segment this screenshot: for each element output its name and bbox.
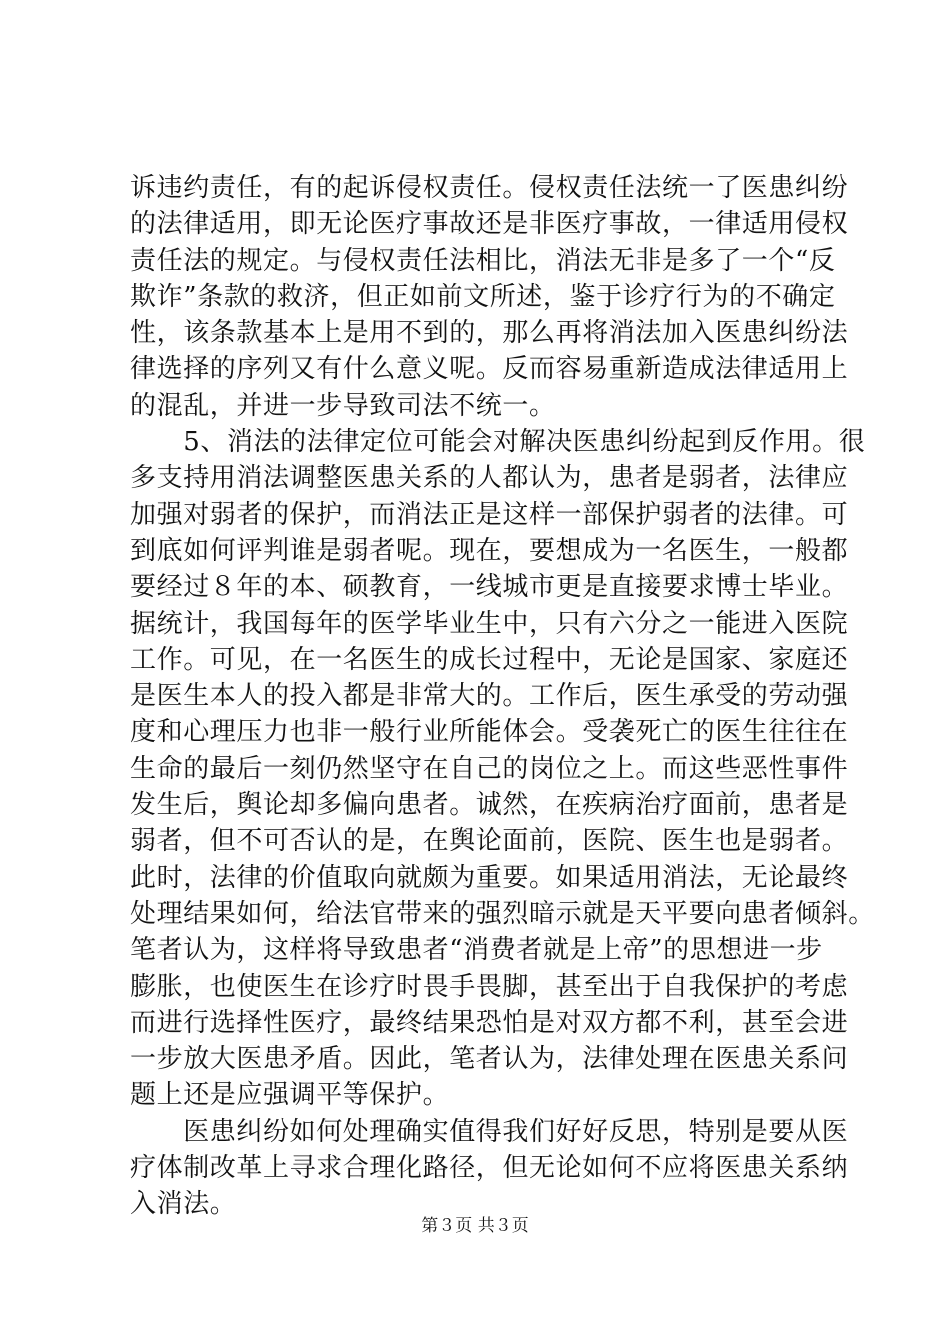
text-line: 到底如何评判谁是弱者呢。现在，要想成为一名医生，一般都 xyxy=(130,535,849,566)
text-line: 据统计，我国每年的医学毕业生中，只有六分之一能进入医院 xyxy=(130,608,849,639)
text-line: 5、消法的法律定位可能会对解决医患纠纷起到反作用。很 xyxy=(130,427,866,458)
text-line: 处理结果如何，给法官带来的强烈暗示就是天平要向患者倾斜。 xyxy=(130,898,875,929)
text-line: 诉违约责任，有的起诉侵权责任。侵权责任法统一了医患纠纷 xyxy=(130,173,849,203)
document-body xyxy=(130,170,875,1223)
text-line: 责任法的规定。与侵权责任法相比，消法无非是多了一个“反 xyxy=(130,245,836,276)
text-line: 度和心理压力也非一般行业所能体会。受袭死亡的医生往往在 xyxy=(130,717,849,748)
text-line: 欺诈”条款的救济，但正如前文所述，鉴于诊疗行为的不确定 xyxy=(130,281,836,312)
text-line: 入消法。 xyxy=(130,1189,237,1220)
text-line: 工作。可见，在一名医生的成长过程中，无论是国家、家庭还 xyxy=(130,644,849,675)
text-line: 是医生本人的投入都是非常大的。工作后，医生承受的劳动强 xyxy=(130,681,849,712)
text-line: 律选择的序列又有什么意义呢。反而容易重新造成法律适用上 xyxy=(130,354,849,385)
text-line: 加强对弱者的保护，而消法正是这样一部保护弱者的法律。可 xyxy=(130,499,849,530)
text-line: 疗体制改革上寻求合理化路径，但无论如何不应将医患关系纳 xyxy=(130,1153,849,1184)
text-line: 笔者认为，这样将导致患者“消费者就是上帝”的思想进一步 xyxy=(130,935,823,966)
text-line: 要经过８年的本、硕教育，一线城市更是直接要求博士毕业。 xyxy=(130,572,849,603)
text-line: 的法律适用，即无论医疗事故还是非医疗事故，一律适用侵权 xyxy=(130,209,849,240)
text-line: 弱者，但不可否认的是，在舆论面前，医院、医生也是弱者。 xyxy=(130,826,849,857)
text-line: 而进行选择性医疗，最终结果恐怕是对双方都不利，甚至会进 xyxy=(130,1007,849,1038)
text-line: 题上还是应强调平等保护。 xyxy=(130,1080,450,1111)
text-line: 一步放大医患矛盾。因此，笔者认为，法律处理在医患关系问 xyxy=(130,1044,849,1075)
text-line: 医患纠纷如何处理确实值得我们好好反思，特别是要从医 xyxy=(130,1116,849,1147)
text-line: 的混乱，并进一步导致司法不统一。 xyxy=(130,390,556,421)
text-line: 此时，法律的价值取向就颇为重要。如果适用消法，无论最终 xyxy=(130,862,849,893)
page-number-footer: 第３页 共３页 xyxy=(421,1216,529,1236)
text-line: 性，该条款基本上是用不到的，那么再将消法加入医患纠纷法 xyxy=(130,318,849,349)
text-line: 发生后，舆论却多偏向患者。诚然，在疾病治疗面前，患者是 xyxy=(130,790,849,821)
text-line: 膨胀，也使医生在诊疗时畏手畏脚，甚至出于自我保护的考虑 xyxy=(130,971,849,1002)
text-line: 多支持用消法调整医患关系的人都认为，患者是弱者，法律应 xyxy=(130,463,849,494)
text-line: 生命的最后一刻仍然坚守在自己的岗位之上。而这些恶性事件 xyxy=(130,753,849,784)
